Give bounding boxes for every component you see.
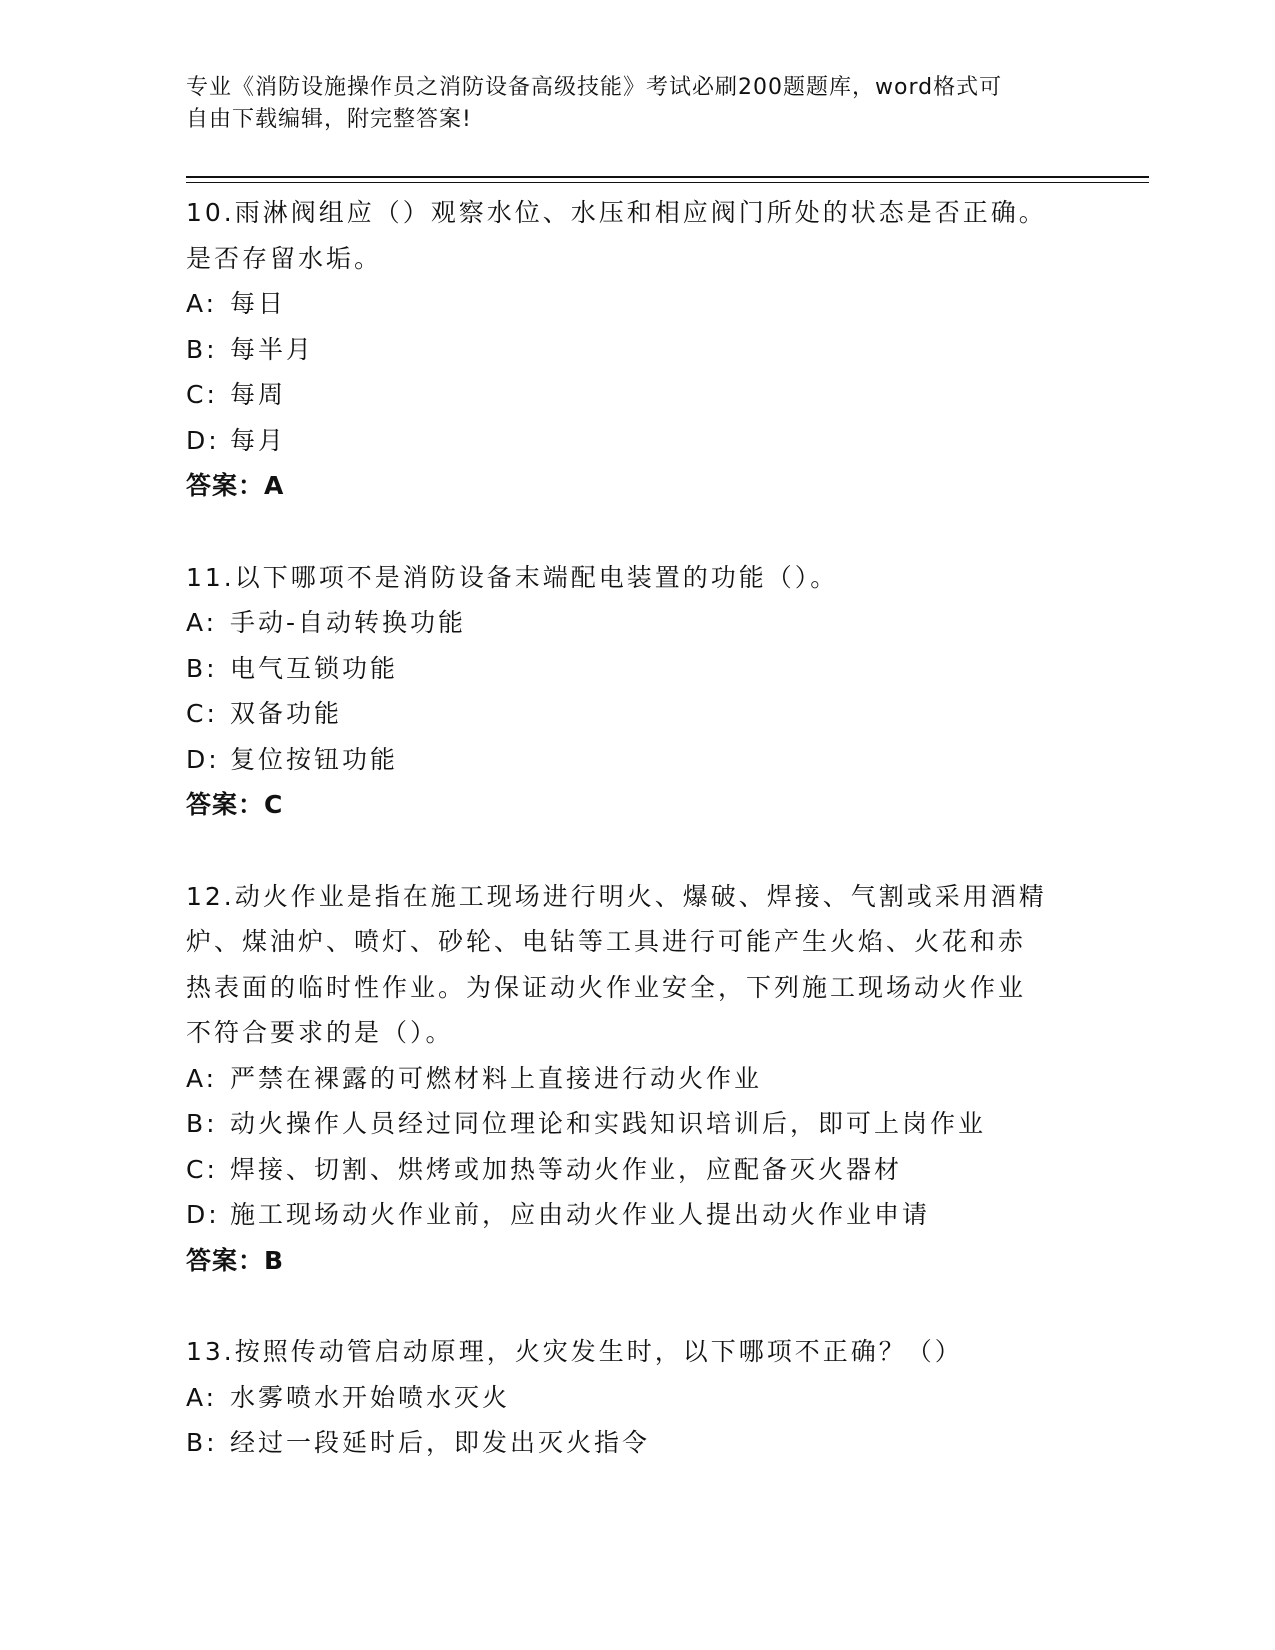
option-text: 每周 xyxy=(230,380,287,409)
header-line-1: 专业《消防设施操作员之消防设备高级技能》考试必刷200题题库，word格式可 xyxy=(186,75,1003,100)
option-letter: A: xyxy=(186,1382,218,1412)
answer-line: 答案：A xyxy=(186,471,285,500)
option-letter: D: xyxy=(186,1200,220,1229)
option-text: 电气互锁功能 xyxy=(230,653,399,683)
header-line-2: 自由下载编辑，附完整答案! xyxy=(186,107,472,132)
option-text: 焊接、切割、烘烤或加热等动火作业，应配备灭火器材 xyxy=(230,1154,903,1184)
question-stem-line: 不符合要求的是（）。 xyxy=(186,1018,454,1047)
option-letter: C: xyxy=(186,699,218,728)
option-letter: A: xyxy=(186,289,218,318)
option-letter: C: xyxy=(186,380,218,409)
answer-line: 答案：B xyxy=(186,1245,285,1275)
option-letter: B: xyxy=(186,1109,218,1138)
option-letter: B: xyxy=(186,334,218,364)
question-11 xyxy=(186,555,1086,828)
document-header xyxy=(186,72,1086,136)
option-letter: D: xyxy=(186,744,220,774)
option-text: 复位按钮功能 xyxy=(230,744,399,774)
option-letter: D: xyxy=(186,425,220,455)
option-text: 严禁在裸露的可燃材料上直接进行动火作业 xyxy=(230,1063,763,1093)
option-a xyxy=(186,281,1086,327)
option-a xyxy=(186,1056,1086,1102)
question-stem-line: 是否存留水垢。 xyxy=(186,243,383,273)
question-stem-line: 13.按照传动管启动原理，火灾发生时，以下哪项不正确？（） xyxy=(186,1337,963,1366)
question-stem-line: 11.以下哪项不是消防设备末端配电装置的功能（）。 xyxy=(186,562,839,592)
question-stem-line: 炉、煤油炉、喷灯、砂轮、电钻等工具进行可能产生火焰、火花和赤 xyxy=(186,927,1027,956)
option-a xyxy=(186,600,1086,646)
option-letter: C: xyxy=(186,1154,218,1184)
question-13 xyxy=(186,1329,1086,1466)
option-text: 每日 xyxy=(230,289,287,318)
option-text: 双备功能 xyxy=(230,699,343,728)
option-d xyxy=(186,1192,1086,1238)
header-divider-thin xyxy=(186,182,1149,183)
option-b xyxy=(186,1420,1086,1466)
option-letter: A: xyxy=(186,608,218,637)
option-letter: B: xyxy=(186,653,218,683)
option-b xyxy=(186,1101,1086,1147)
question-stem-line: 热表面的临时性作业。为保证动火作业安全，下列施工现场动火作业 xyxy=(186,972,1027,1002)
option-d xyxy=(186,737,1086,783)
option-text: 每月 xyxy=(230,425,287,455)
header-divider-thick xyxy=(186,176,1149,178)
answer-line: 答案：C xyxy=(186,790,284,819)
question-list xyxy=(186,190,1086,1512)
question-12 xyxy=(186,874,1086,1284)
option-text: 水雾喷水开始喷水灭火 xyxy=(230,1382,511,1412)
option-b xyxy=(186,646,1086,692)
option-text: 经过一段延时后，即发出灭火指令 xyxy=(230,1428,651,1457)
option-c xyxy=(186,691,1086,737)
question-10 xyxy=(186,190,1086,509)
option-text: 施工现场动火作业前，应由动火作业人提出动火作业申请 xyxy=(230,1200,931,1229)
option-b xyxy=(186,327,1086,373)
option-text: 每半月 xyxy=(230,334,315,364)
option-a xyxy=(186,1375,1086,1421)
option-c xyxy=(186,372,1086,418)
option-text: 手动-自动转换功能 xyxy=(230,608,467,637)
option-d xyxy=(186,418,1086,464)
option-c xyxy=(186,1147,1086,1193)
question-stem-line: 12.动火作业是指在施工现场进行明火、爆破、焊接、气割或采用酒精 xyxy=(186,881,1047,911)
option-letter: A: xyxy=(186,1063,218,1093)
option-text: 动火操作人员经过同位理论和实践知识培训后，即可上岗作业 xyxy=(230,1109,987,1138)
question-stem-line: 10.雨淋阀组应（）观察水位、水压和相应阀门所处的状态是否正确。 xyxy=(186,198,1047,227)
option-letter: B: xyxy=(186,1428,218,1457)
